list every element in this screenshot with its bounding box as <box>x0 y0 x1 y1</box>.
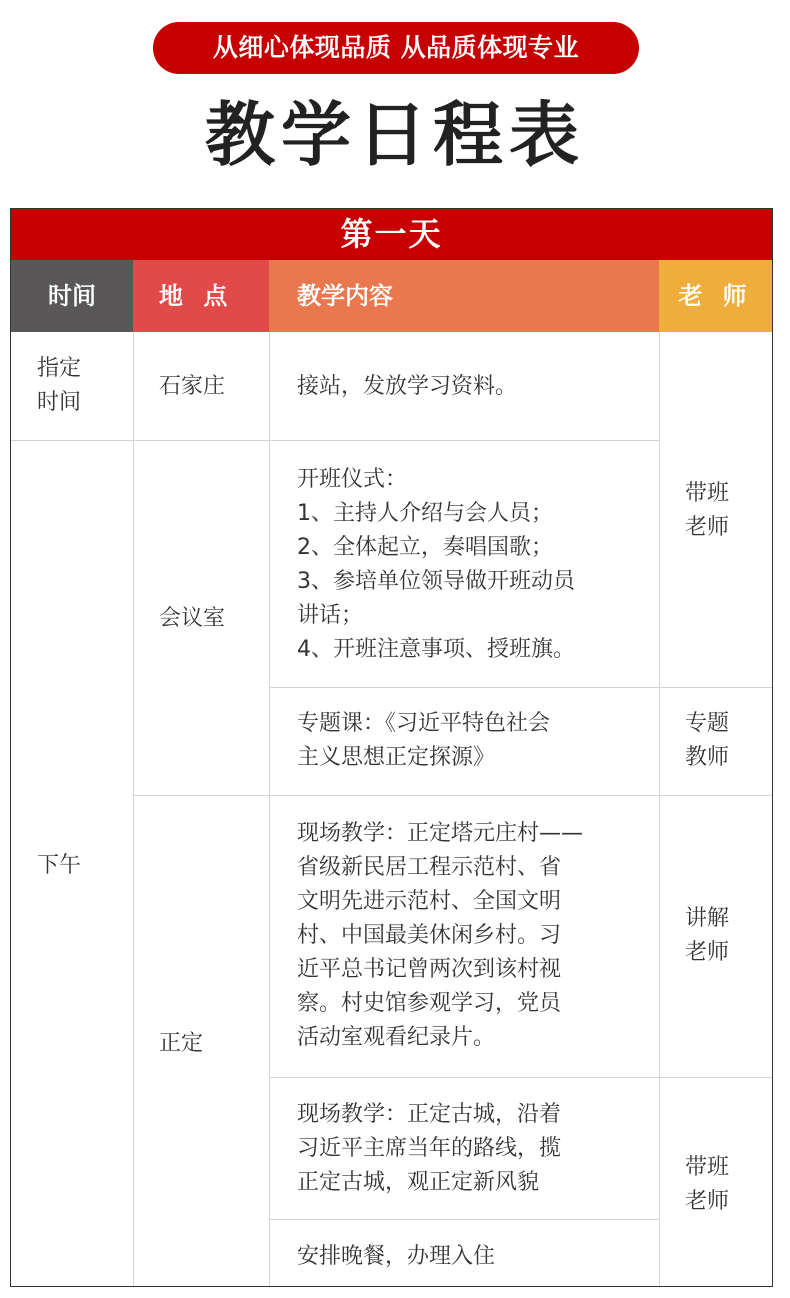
content-cell: 接站，发放学习资料。 <box>297 374 518 399</box>
schedule-table <box>10 208 773 1287</box>
content-cell: 专题课：《习近平特色社会 主义思想正定探源》 <box>297 711 551 770</box>
day-title-bar: 第一天 <box>11 209 772 260</box>
grid-line <box>269 332 270 1286</box>
grid-line <box>269 1219 659 1220</box>
grid-line <box>133 332 134 1286</box>
slogan-banner: 从细心体现品质 从品质体现专业 <box>153 22 639 74</box>
place-cell: 会议室 <box>159 606 226 631</box>
header-content: 教学内容 <box>269 260 659 332</box>
time-cell: 指定 时间 <box>37 356 82 415</box>
grid-line <box>269 1077 772 1078</box>
page-title: 教学日程表 <box>205 94 585 176</box>
header-time: 时间 <box>11 260 133 332</box>
content-cell: 安排晚餐，办理入住 <box>297 1244 496 1269</box>
grid-line <box>659 332 660 1286</box>
teacher-cell: 讲解 老师 <box>685 906 730 965</box>
content-cell: 现场教学：正定塔元庄村—— 省级新民居工程示范村、省 文明先进示范村、全国文明 村、中国最美休闲乡村。习 近平总书记曾两次到该村视 察。村史馆参观学习，党员 活动室观看纪录片。 <box>297 821 584 1050</box>
header-teacher: 老 师 <box>659 260 772 332</box>
place-cell: 正定 <box>159 1031 204 1056</box>
place-cell: 石家庄 <box>159 374 226 399</box>
grid-line <box>11 440 659 441</box>
content-cell: 开班仪式： 1、主持人介绍与会人员； 2、全体起立，奏唱国歌； 3、参培单位领导做开班动员 讲话； 4、开班注意事项、授班旗。 <box>297 467 575 662</box>
teacher-cell: 带班 老师 <box>685 481 730 540</box>
grid-line <box>133 795 772 796</box>
grid-line <box>269 687 772 688</box>
teacher-cell: 带班 老师 <box>685 1155 730 1214</box>
teacher-cell: 专题 教师 <box>685 711 730 770</box>
content-cell: 现场教学：正定古城，沿着 习近平主席当年的路线，揽 正定古城，观正定新风貌 <box>297 1102 562 1195</box>
header-place: 地 点 <box>133 260 269 332</box>
time-cell: 下午 <box>37 853 82 878</box>
